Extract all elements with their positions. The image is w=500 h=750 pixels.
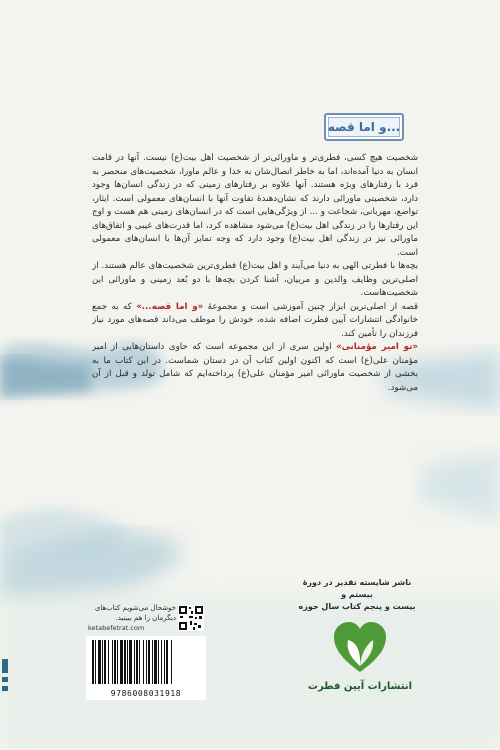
barcode-bars [86, 636, 206, 688]
award-line-1: ناشر شایسته تقدیر در دورهٔ بیستم و [302, 578, 412, 599]
qr-code [178, 605, 204, 631]
blurb-paragraph-4-text: اولین سری از این مجموعه است که حاوی داستان‌هایی از امیر مؤمنان علی(ع) است که اکنون اولین کتاب آن در دستان شماست. در این کتاب ما به بخشی از شخصیت ماورائی امیر مؤمنان علی(ع) پرداخته‌ایم که شامل تولد و قبل از آن می‌شود. [92, 342, 418, 393]
blurb-paragraph-3 [92, 301, 418, 342]
award-note [292, 577, 422, 613]
award-line-2: بیست و پنجم کتاب سال حوزه [298, 602, 416, 611]
series-badge-text: و اما قصه... [327, 120, 401, 134]
spine-logo-mark [0, 655, 12, 735]
blurb-paragraph-2: بچه‌ها با فطرتی الهی به دنیا می‌آیند و اهل بیت(ع) فطری‌ترین شخصیت‌های عالم هستند. از اصلی‌ترین وظایف والدین و مربیان، آشنا کردن بچه‌ها با دو بُعد زمینی و ماورائی این شخصیت‌هاست. [92, 261, 418, 298]
publisher-heart-leaf-logo [331, 618, 389, 676]
blurb-paragraph-4 [92, 341, 418, 395]
share-note [88, 603, 176, 633]
publisher-name: انتشارات آیین فطرت [307, 681, 413, 692]
share-line-1: خوشحال می‌شویم کتاب‌های [94, 604, 176, 612]
website-url: ketabefetrat.com [88, 624, 145, 632]
blurb-paragraph-1: شخصیت هیچ کسی، فطری‌تر و ماورائی‌تر از شخصیت اهل بیت(ع) نیست. آنها در قامت انسان به دنیا آمده‌اند، اما به خاطر اتصال‌شان به خدا و عالم ماورا، شخصیت‌های منحصر به فرد با رفتارهای ویژه هستند. آنها علاوه بر رفتارهای زمینی که در زندگی انسان‌ها وجود دارد، شخصیتی ماورائی دارند که نشان‌دهندهٔ تفاوت آنها با انسان‌های معمولی است. ایثار، تواضع، مهربانی، شجاعت و ... از ویژگی‌هایی است که در انسان‌های زمینی هم هست و اوج این رفتارها را در زندگی اهل بیت(ع) می‌شود مشاهده کرد، اما قدرت‌های غیبی و اتفاق‌های ماورائی نیز در زندگی اهل بیت(ع) وجود دارد که وجه تمایز آن‌ها با انسان‌های معمولی است. [92, 153, 418, 258]
blurb-text [92, 152, 418, 550]
series-name-highlight: «و اما قصه...» [136, 301, 204, 312]
isbn-number: 9786008031918 [110, 689, 182, 698]
book-title-highlight: «تو امیر مؤمنانی» [336, 342, 418, 352]
share-line-2: دیگرمان را هم ببینید. [115, 614, 176, 622]
blurb-paragraph-3-start: قصه از اصلی‌ترین ابزار چنین آموزشی است و مجموعهٔ [203, 301, 418, 312]
series-badge [324, 113, 404, 141]
isbn-barcode [86, 636, 206, 700]
blurb-paragraph-3-end: که به جمع خانوادگی انتشارات آیین فطرت اضافه شده، خودش را موظف می‌داند قصه‌های مورد نیاز فرزندان را تأمین کند. [92, 301, 418, 339]
